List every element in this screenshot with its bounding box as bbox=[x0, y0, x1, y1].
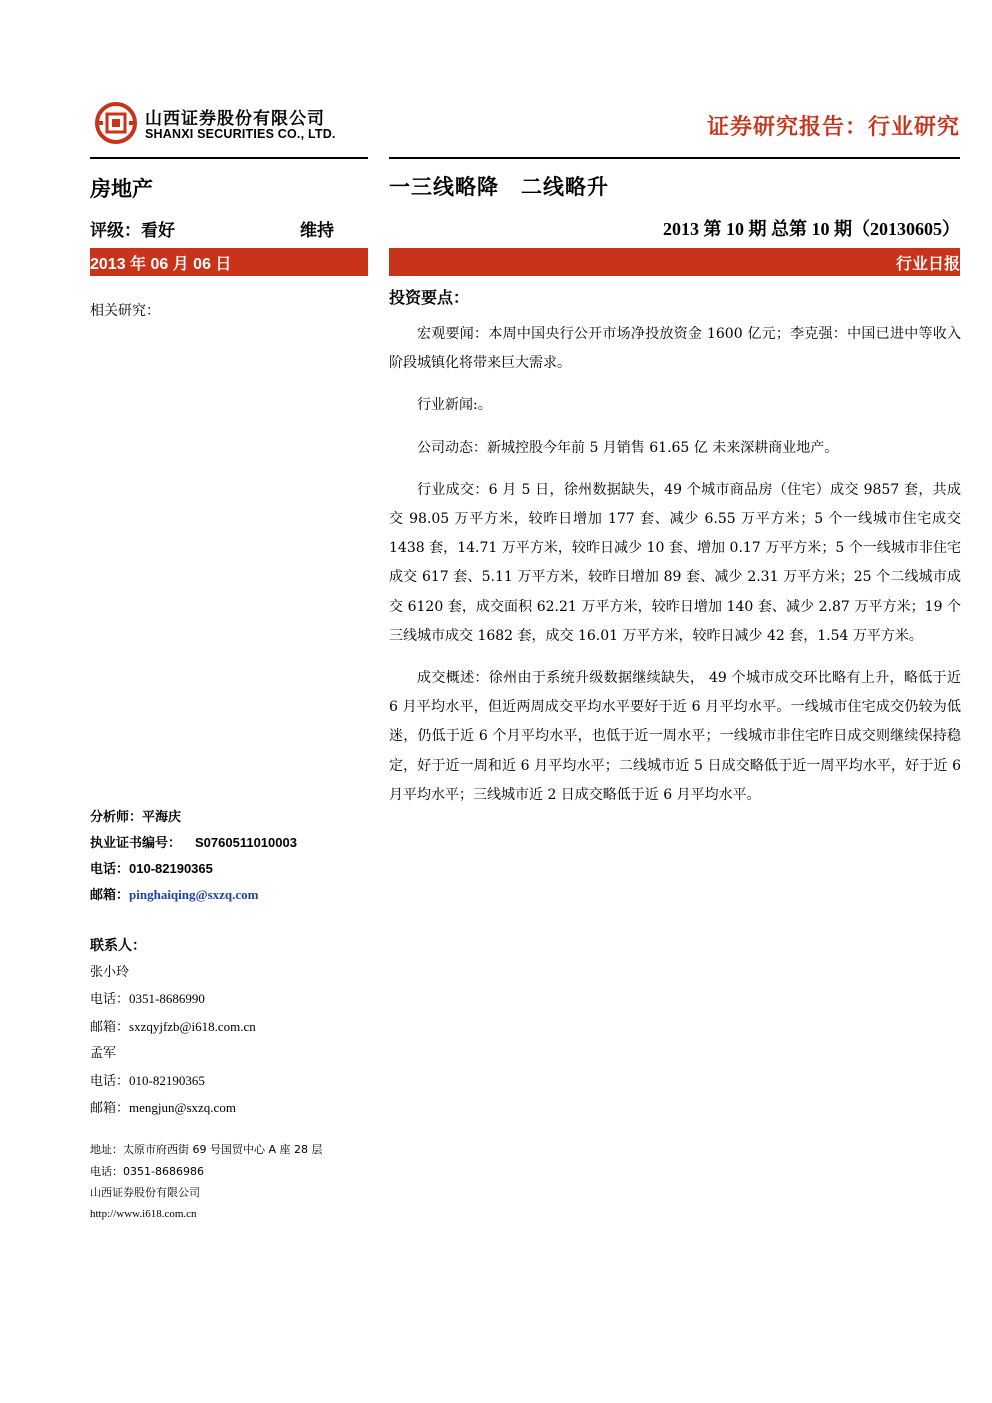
contact2-phone-number: 010-82190365 bbox=[129, 1072, 205, 1088]
company-name-cn: 山西证券股份有限公司 bbox=[145, 109, 325, 129]
doc-type-label: 行业日报 bbox=[895, 254, 960, 273]
contacts-title: 联系人： bbox=[90, 938, 146, 954]
right-header-rule bbox=[389, 157, 960, 159]
analyst-phone bbox=[90, 856, 297, 882]
company-name-en: SHANXI SECURITIES CO., LTD. bbox=[145, 127, 336, 141]
analyst-email-link[interactable]: pinghaiqing@sxzq.com bbox=[129, 887, 259, 902]
report-date: 2013 年 06 月 06 日 bbox=[90, 256, 232, 273]
contact2-phone-label: 电话： bbox=[90, 1073, 130, 1089]
analyst-cert bbox=[90, 830, 297, 856]
related-research-label: 相关研究： bbox=[90, 303, 160, 319]
contact1-email-address[interactable]: sxzqyjfzb@i618.com.cn bbox=[129, 1018, 256, 1034]
footer-phone: 电话：0351-8686986 bbox=[90, 1164, 204, 1178]
rating-action: 维持 bbox=[300, 221, 334, 241]
issue-number: 2013 第 10 期 总第 10 期（20130605） bbox=[663, 219, 960, 239]
contact1-email bbox=[90, 1014, 256, 1042]
contact2-name: 孟军 bbox=[90, 1046, 117, 1061]
contact1-email-label: 邮箱： bbox=[90, 1019, 130, 1035]
footer-company: 山西证券股份有限公司 bbox=[90, 1186, 200, 1199]
report-type-title: 证券研究报告：行业研究 bbox=[706, 115, 960, 140]
report-headline: 一三线略降 二线略升 bbox=[389, 175, 609, 199]
paragraph-company-news: 公司动态：新城控股今年前 5 月销售 61.65 亿 未来深耕商业地产。 bbox=[417, 439, 839, 456]
phone-label: 电话： bbox=[90, 862, 130, 877]
key-points-heading: 投资要点： bbox=[389, 288, 470, 307]
analyst-info bbox=[90, 805, 297, 908]
phone-number: 010-82190365 bbox=[129, 861, 213, 876]
left-header-rule bbox=[90, 157, 368, 159]
company-footer bbox=[90, 1139, 323, 1225]
cert-label: 执业证书编号： bbox=[90, 836, 182, 851]
shanxi-securities-logo-icon bbox=[95, 102, 137, 144]
email-label: 邮箱： bbox=[90, 888, 130, 903]
paragraph-transaction-summary: 成交概述：徐州由于系统升级数据继续缺失， 49 个城市成交环比略有上升，略低于近 6 月平均水平，但近两周成交平均水平要好于近 6 月平均水平。一线城市住宅成交仍较为低迷，仍低于近 6 个月平均水平，也低于近一周水平；一线城市非住宅昨日成交则继续保持稳定，好于近一周和近 6 月平均水平；二线城市近 5 日成交略低于近一周平均水平，好于近 6 月平均水平；三线城市近 2 日成交略低于近 6 月平均水平。 bbox=[389, 670, 961, 803]
contact1-name: 张小玲 bbox=[90, 964, 130, 980]
report-body bbox=[389, 320, 961, 823]
contact2-email-address[interactable]: mengjun@sxzq.com bbox=[129, 1100, 236, 1115]
contact1-phone-label: 电话： bbox=[90, 992, 130, 1007]
contacts bbox=[90, 933, 256, 1123]
sector-title: 房地产 bbox=[90, 177, 153, 201]
contact2-email-label: 邮箱： bbox=[90, 1101, 130, 1116]
cert-number: S0760511010003 bbox=[195, 835, 297, 850]
paragraph-industry-transactions: 行业成交：6 月 5 日，徐州数据缺失，49 个城市商品房（住宅）成交 9857 套，共成交 98.05 万平方米，较昨日增加 177 套、减少 6.55 万平方米；5 个一线城市住宅成交 1438 套，14.71 万平方米，较昨日减少 10 套、增加 0.17 万平方米；5 个一线城市非住宅成交 617 套、5.11 万平方米，较昨日增加 89 套、减少 2.31 万平方米；25 个二线城市成交 6120 套，成交面积 62.21 万平方米，较昨日增加 140 套、减少 2.87 万平方米；19 个三线城市成交 1682 套，成交 16.01 万平方米，较昨日减少 42 套，1.54 万平方米。 bbox=[389, 481, 961, 644]
contact2-email bbox=[90, 1095, 256, 1123]
contact1-phone-number: 0351-8686990 bbox=[129, 991, 205, 1006]
analyst-name: 分析师：平海庆 bbox=[90, 810, 182, 825]
doc-type-bar bbox=[389, 248, 960, 276]
contact1-phone bbox=[90, 986, 256, 1014]
paragraph-macro-news: 宏观要闻：本周中国央行公开市场净投放资金 1600 亿元；李克强：中国已进中等收入阶段城镇化将带来巨大需求。 bbox=[389, 326, 961, 372]
footer-address: 地址：太原市府西街 69 号国贸中心 A 座 28 层 bbox=[90, 1143, 323, 1156]
contact2-phone bbox=[90, 1068, 256, 1096]
paragraph-industry-news: 行业新闻:。 bbox=[417, 397, 492, 414]
rating-label: 评级：看好 bbox=[90, 221, 175, 241]
analyst-email bbox=[90, 882, 297, 908]
footer-website[interactable]: http://www.i618.com.cn bbox=[90, 1207, 197, 1220]
